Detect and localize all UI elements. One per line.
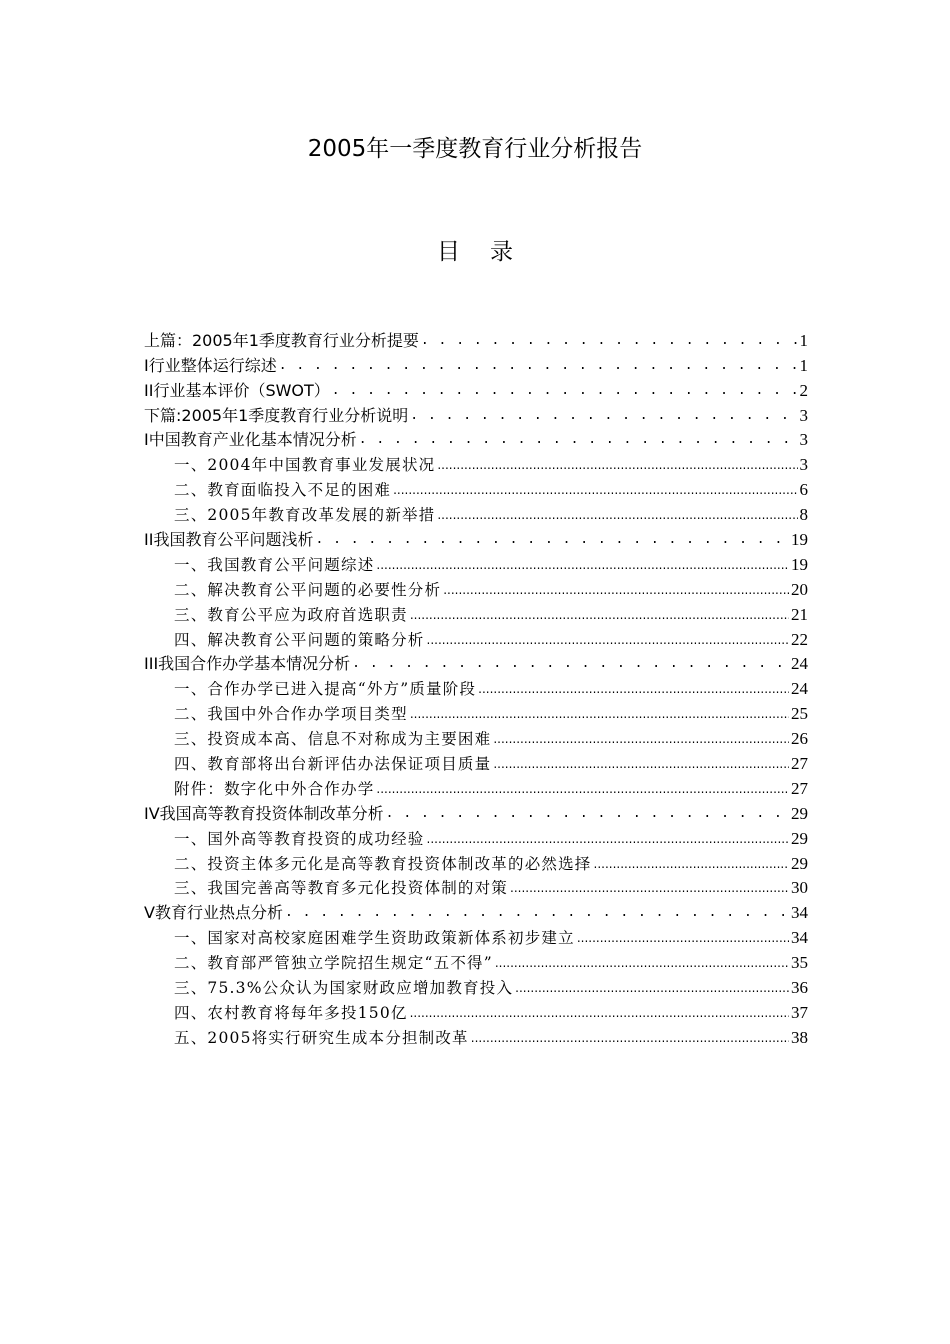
toc-entry-label: 三、教育公平应为政府首选职责 (174, 605, 408, 624)
toc-entry[interactable] (144, 799, 808, 824)
toc-entry-page-number: 3 (799, 430, 808, 450)
toc-entry[interactable] (144, 575, 808, 600)
table-of-contents (144, 326, 808, 1048)
toc-entry-label: 二、教育面临投入不足的困难 (174, 481, 392, 500)
toc-entry-page-number: 35 (791, 953, 808, 973)
toc-entry-page-number: 3 (799, 455, 808, 475)
toc-entry-label: 二、教育部严管独立学院招生规定“五不得” (174, 954, 493, 973)
toc-entry-label: 二、解决教育公平问题的必要性分析 (174, 580, 442, 599)
toc-entry-page-number: 29 (791, 828, 808, 848)
document-title: 2005年一季度教育行业分析报告 (307, 136, 643, 162)
toc-dot-leader (493, 729, 789, 749)
toc-entry[interactable] (144, 351, 808, 376)
toc-dot-leader (376, 555, 789, 575)
toc-entry-page-number: 29 (791, 853, 808, 873)
toc-entry-page-number: 25 (791, 704, 808, 724)
toc-entry-label: 三、75.3%公众认为国家财政应增加教育投入 (174, 979, 514, 998)
toc-entry-label: 一、2004年中国教育事业发展状况 (174, 456, 436, 475)
toc-entry[interactable] (144, 849, 808, 874)
toc-entry[interactable] (144, 650, 808, 675)
toc-entry-label: 二、我国中外合作办学项目类型 (174, 705, 408, 724)
toc-entry[interactable] (144, 625, 808, 650)
toc-entry-label: 五、2005将实行研究生成本分担制改革 (174, 1028, 469, 1047)
toc-entry-label: 三、我国完善高等教育多元化投资体制的对策 (174, 879, 509, 898)
toc-entry[interactable] (144, 724, 808, 749)
toc-dot-leader (393, 480, 797, 500)
toc-entry-label: 二、投资主体多元化是高等教育投资体制改革的必然选择 (174, 854, 592, 873)
toc-dot-leader (427, 829, 789, 849)
toc-entry-page-number: 30 (791, 878, 808, 898)
toc-entry[interactable] (144, 1023, 808, 1048)
toc-entry-page-number: 19 (791, 530, 808, 550)
toc-entry-label: 四、解决教育公平问题的策略分析 (174, 630, 425, 649)
toc-entry-label: II行业基本评价（SWOT） (144, 380, 330, 400)
toc-dot-leader (594, 854, 789, 874)
toc-entry-label: III我国合作办学基本情况分析 (144, 654, 351, 674)
toc-entry-label: 附件：数字化中外合作办学 (174, 779, 375, 798)
toc-entry-page-number: 22 (791, 629, 808, 649)
toc-dot-leader (493, 754, 789, 774)
toc-dot-leader (352, 654, 789, 674)
toc-dot-leader (386, 804, 789, 824)
toc-entry[interactable] (144, 824, 808, 849)
toc-dot-leader (437, 455, 797, 475)
toc-entry-page-number: 1 (799, 355, 808, 375)
toc-entry-label: 下篇:2005年1季度教育行业分析说明 (144, 405, 409, 425)
toc-dot-leader (443, 580, 789, 600)
toc-entry-page-number: 3 (799, 405, 808, 425)
toc-dot-leader (471, 1028, 789, 1048)
toc-dot-leader (332, 381, 798, 401)
toc-dot-leader (437, 505, 797, 525)
toc-entry-label: 三、投资成本高、信息不对称成为主要困难 (174, 730, 492, 749)
toc-entry-page-number: 37 (791, 1002, 808, 1022)
toc-dot-leader (495, 953, 789, 973)
toc-dot-leader (510, 878, 789, 898)
toc-entry-label: I中国教育产业化基本情况分析 (144, 430, 357, 450)
toc-entry-page-number: 34 (791, 903, 808, 923)
toc-entry-label: 三、2005年教育改革发展的新举措 (174, 506, 436, 525)
toc-dot-leader (427, 630, 789, 650)
toc-entry-page-number: 8 (799, 505, 808, 525)
toc-entry-label: I行业整体运行综述 (144, 355, 277, 375)
toc-entry[interactable] (144, 699, 808, 724)
toc-entry-page-number: 26 (791, 729, 808, 749)
toc-entry-label: 一、合作办学已进入提高“外方”质量阶段 (174, 680, 477, 699)
toc-entry[interactable] (144, 674, 808, 699)
toc-entry-label: 上篇：2005年1季度教育行业分析提要 (144, 330, 419, 350)
toc-entry[interactable] (144, 973, 808, 998)
toc-dot-leader (315, 530, 789, 550)
toc-dot-leader (515, 978, 789, 998)
toc-entry-page-number: 19 (791, 554, 808, 574)
toc-entry[interactable] (144, 948, 808, 973)
toc-dot-leader (410, 406, 797, 426)
toc-entry-page-number: 21 (791, 604, 808, 624)
toc-entry[interactable] (144, 475, 808, 500)
toc-dot-leader (410, 1003, 789, 1023)
toc-dot-leader (421, 331, 798, 351)
toc-entry-label: IV我国高等教育投资体制改革分析 (144, 803, 384, 823)
toc-entry-label: 一、我国教育公平问题综述 (174, 555, 375, 574)
toc-entry-page-number: 36 (791, 978, 808, 998)
toc-heading: 目录 (437, 239, 543, 265)
toc-entry-page-number: 1 (799, 330, 808, 350)
toc-dot-leader (577, 928, 789, 948)
toc-entry-page-number: 24 (791, 654, 808, 674)
toc-entry[interactable] (144, 874, 808, 899)
toc-dot-leader (478, 679, 789, 699)
toc-entry-page-number: 2 (799, 380, 808, 400)
toc-entry[interactable] (144, 525, 808, 550)
toc-entry-page-number: 29 (791, 803, 808, 823)
toc-dot-leader (359, 430, 798, 450)
toc-entry[interactable] (144, 450, 808, 475)
toc-entry[interactable] (144, 550, 808, 575)
toc-entry[interactable] (144, 998, 808, 1023)
toc-entry[interactable] (144, 376, 808, 401)
toc-dot-leader (376, 779, 789, 799)
toc-entry-label: 一、国家对高校家庭困难学生资助政策新体系初步建立 (174, 929, 575, 948)
toc-entry-page-number: 20 (791, 579, 808, 599)
toc-entry-label: 一、国外高等教育投资的成功经验 (174, 829, 425, 848)
toc-entry-page-number: 6 (799, 480, 808, 500)
toc-entry[interactable] (144, 500, 808, 525)
toc-entry-page-number: 34 (791, 928, 808, 948)
toc-entry-label: II我国教育公平问题浅析 (144, 530, 314, 550)
toc-dot-leader (285, 903, 789, 923)
toc-entry-page-number: 38 (791, 1027, 808, 1047)
toc-entry-page-number: 24 (791, 679, 808, 699)
toc-entry[interactable] (144, 774, 808, 799)
toc-entry[interactable] (144, 326, 808, 351)
toc-entry[interactable] (144, 401, 808, 426)
toc-entry[interactable] (144, 923, 808, 948)
toc-entry[interactable] (144, 898, 808, 923)
toc-dot-leader (410, 605, 789, 625)
toc-entry-page-number: 27 (791, 754, 808, 774)
toc-entry-label: 四、教育部将出台新评估办法保证项目质量 (174, 755, 492, 774)
toc-entry[interactable] (144, 426, 808, 451)
toc-entry-label: 四、农村教育将每年多投150亿 (174, 1003, 408, 1022)
toc-entry-label: V教育行业热点分析 (144, 903, 283, 923)
toc-dot-leader (279, 356, 798, 376)
toc-entry[interactable] (144, 600, 808, 625)
toc-dot-leader (410, 704, 789, 724)
toc-entry-page-number: 27 (791, 778, 808, 798)
toc-entry[interactable] (144, 749, 808, 774)
